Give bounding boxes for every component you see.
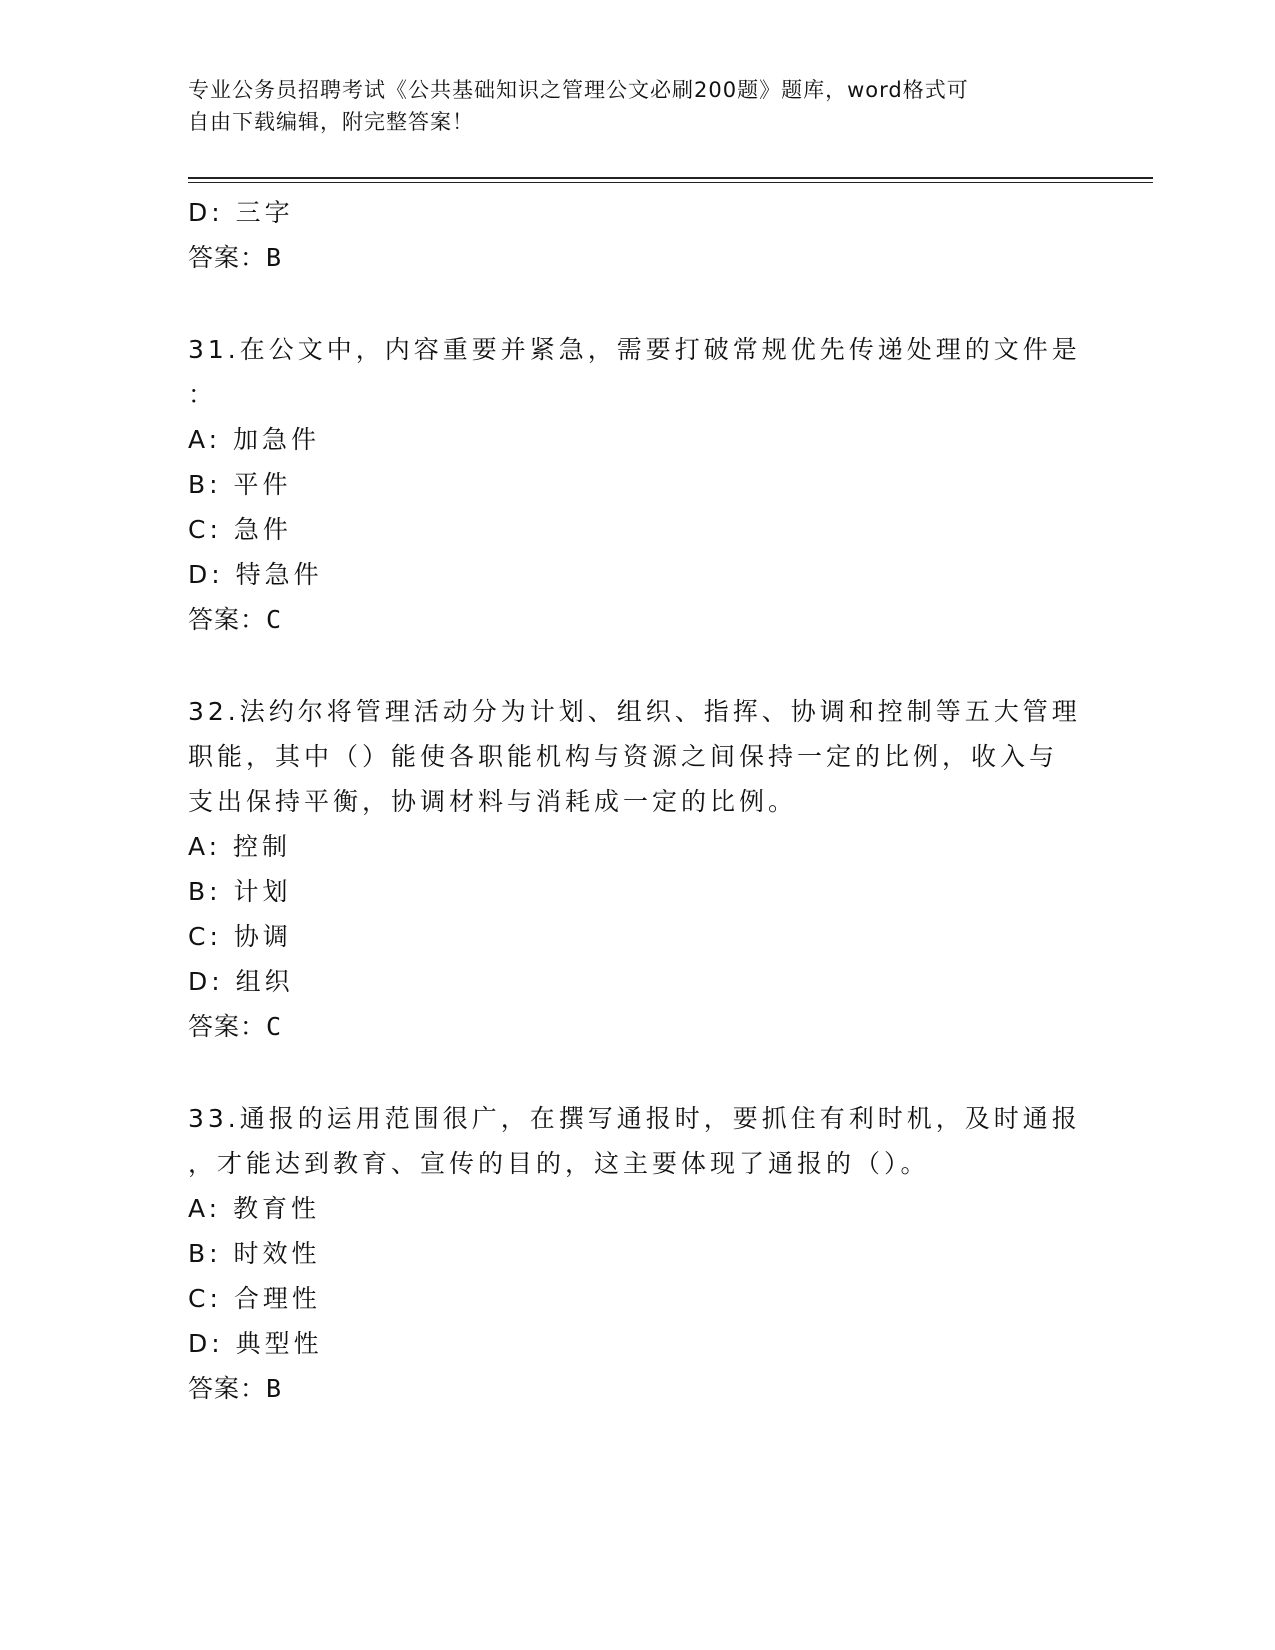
question-text-line: 职能，其中（）能使各职能机构与资源之间保持一定的比例，收入与 [188, 742, 1059, 771]
header-line-1: 专业公务员招聘考试《公共基础知识之管理公文必刷200题》题库，word格式可 [188, 78, 969, 102]
answer-line: 答案：B [188, 243, 283, 272]
question-text-line: 33.通报的运用范围很广，在撰写通报时，要抓住有利时机，及时通报 [188, 1104, 1081, 1133]
question-text-line: ： [188, 380, 218, 409]
header-rule-thick [188, 177, 1153, 179]
option-c: C: 合理性 [188, 1284, 321, 1313]
option-a: A: 加急件 [188, 425, 321, 454]
question-text-line: 支出保持平衡，协调材料与消耗成一定的比例。 [188, 787, 798, 816]
spacer [188, 642, 1078, 689]
question-31 [188, 327, 1081, 642]
option-d: D: 三字 [188, 198, 294, 227]
option-b: B: 计划 [188, 877, 292, 906]
question-content [188, 190, 1081, 1411]
question-33 [188, 1096, 1081, 1411]
previous-question-tail [188, 190, 1078, 280]
question-32 [188, 689, 1081, 1049]
option-c: C: 协调 [188, 922, 292, 951]
header-line-2: 自由下载编辑，附完整答案！ [188, 110, 474, 134]
option-d: D: 特急件 [188, 560, 323, 589]
option-a: A: 教育性 [188, 1194, 321, 1223]
question-text-line: ，才能达到教育、宣传的目的，这主要体现了通报的（）。 [188, 1149, 930, 1178]
answer-line: 答案：B [188, 1374, 283, 1403]
answer-line: 答案：C [188, 605, 283, 634]
header-rule-thin [188, 182, 1153, 183]
spacer [188, 1049, 1078, 1096]
option-d: D: 组织 [188, 967, 294, 996]
option-c: C: 急件 [188, 515, 292, 544]
question-text-line: 31.在公文中，内容重要并紧急，需要打破常规优先传递处理的文件是 [188, 335, 1081, 364]
option-b: B: 时效性 [188, 1239, 321, 1268]
option-a: A: 控制 [188, 832, 292, 861]
spacer [188, 280, 1078, 327]
question-text-line: 32.法约尔将管理活动分为计划、组织、指挥、协调和控制等五大管理 [188, 697, 1081, 726]
document-header [188, 74, 1068, 138]
option-d: D: 典型性 [188, 1329, 323, 1358]
answer-line: 答案：C [188, 1012, 283, 1041]
option-b: B: 平件 [188, 470, 292, 499]
